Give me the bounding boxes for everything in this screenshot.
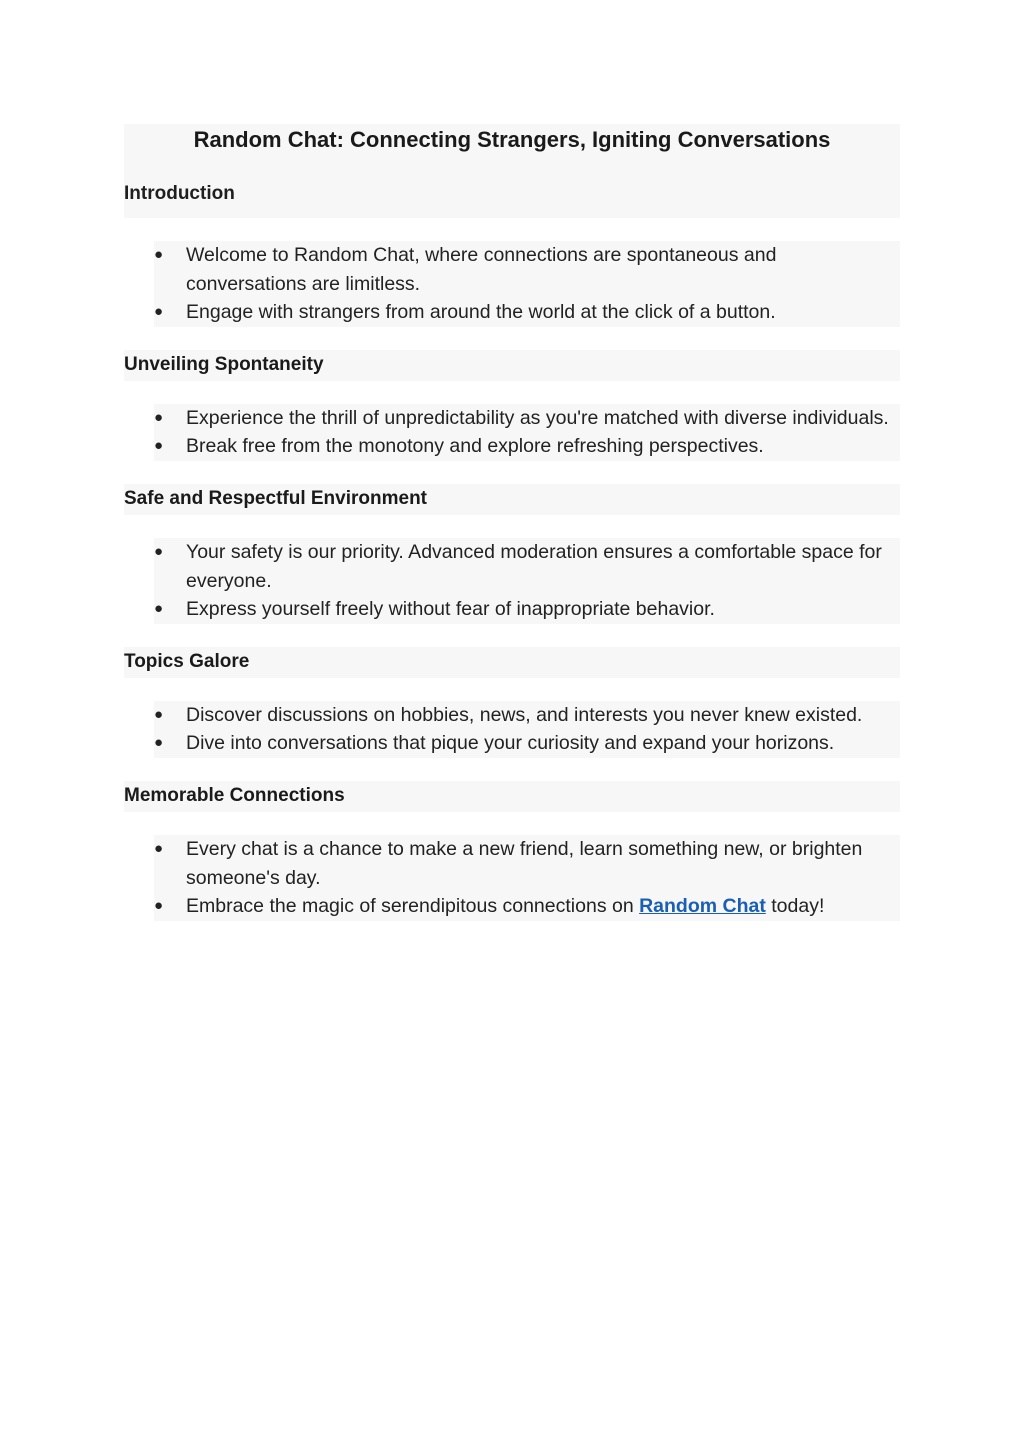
list-item bbox=[154, 404, 900, 433]
list-item bbox=[154, 298, 900, 327]
list-item-text: Dive into conversations that pique your curiosity and expand your horizons. bbox=[186, 732, 835, 755]
bullet-list-safe-environment bbox=[154, 538, 900, 624]
bullet-list-unveiling-spontaneity bbox=[154, 404, 900, 461]
list-item bbox=[154, 701, 900, 730]
list-item-text: Discover discussions on hobbies, news, and interests you never knew existed. bbox=[186, 703, 863, 726]
bullet-list-topics-galore bbox=[154, 701, 900, 758]
list-item bbox=[154, 432, 900, 461]
bullet-icon: ● bbox=[154, 542, 164, 560]
bullet-icon: ● bbox=[154, 705, 164, 723]
list-item bbox=[154, 892, 900, 921]
section-heading-safe-environment: Safe and Respectful Environment bbox=[124, 484, 900, 515]
section-heading-unveiling-spontaneity: Unveiling Spontaneity bbox=[124, 350, 900, 381]
list-item-text: Engage with strangers from around the world at the click of a button. bbox=[186, 301, 776, 324]
bullet-list-memorable-connections bbox=[154, 835, 900, 921]
section-heading-topics-galore: Topics Galore bbox=[124, 647, 900, 678]
bullet-icon: ● bbox=[154, 734, 164, 752]
list-item bbox=[154, 729, 900, 758]
random-chat-link[interactable]: Random Chat bbox=[639, 895, 766, 918]
list-item-text: Every chat is a chance to make a new friend, learn something new, or brighten someone's day. bbox=[186, 837, 863, 889]
list-item-text: Experience the thrill of unpredictability as you're matched with diverse individuals. bbox=[186, 406, 889, 429]
bullet-icon: ● bbox=[154, 839, 164, 857]
document-page bbox=[124, 124, 900, 921]
list-item bbox=[154, 538, 900, 595]
title-block bbox=[124, 124, 900, 218]
list-item-text: Break free from the monotony and explore refreshing perspectives. bbox=[186, 435, 764, 458]
list-item bbox=[154, 835, 900, 892]
list-item bbox=[154, 241, 900, 298]
bullet-list-introduction bbox=[154, 241, 900, 327]
bullet-icon: ● bbox=[154, 408, 164, 426]
bullet-icon: ● bbox=[154, 897, 164, 915]
section-heading-introduction: Introduction bbox=[124, 183, 235, 204]
list-item-text: Express yourself freely without fear of inappropriate behavior. bbox=[186, 598, 715, 621]
document-title: Random Chat: Connecting Strangers, Igniting Conversations bbox=[193, 127, 831, 152]
list-item bbox=[154, 595, 900, 624]
list-item-text: Your safety is our priority. Advanced moderation ensures a comfortable space for everyone. bbox=[186, 540, 882, 592]
list-item-text-after-link: today! bbox=[765, 895, 825, 918]
bullet-icon: ● bbox=[154, 246, 164, 263]
list-item-text: Welcome to Random Chat, where connections are spontaneous and conversations are limitless. bbox=[186, 244, 777, 295]
bullet-icon: ● bbox=[154, 303, 164, 321]
section-heading-memorable-connections: Memorable Connections bbox=[124, 781, 900, 812]
bullet-icon: ● bbox=[154, 600, 164, 618]
bullet-icon: ● bbox=[154, 437, 164, 455]
list-item-text-before-link: Embrace the magic of serendipitous connections on bbox=[186, 895, 640, 918]
